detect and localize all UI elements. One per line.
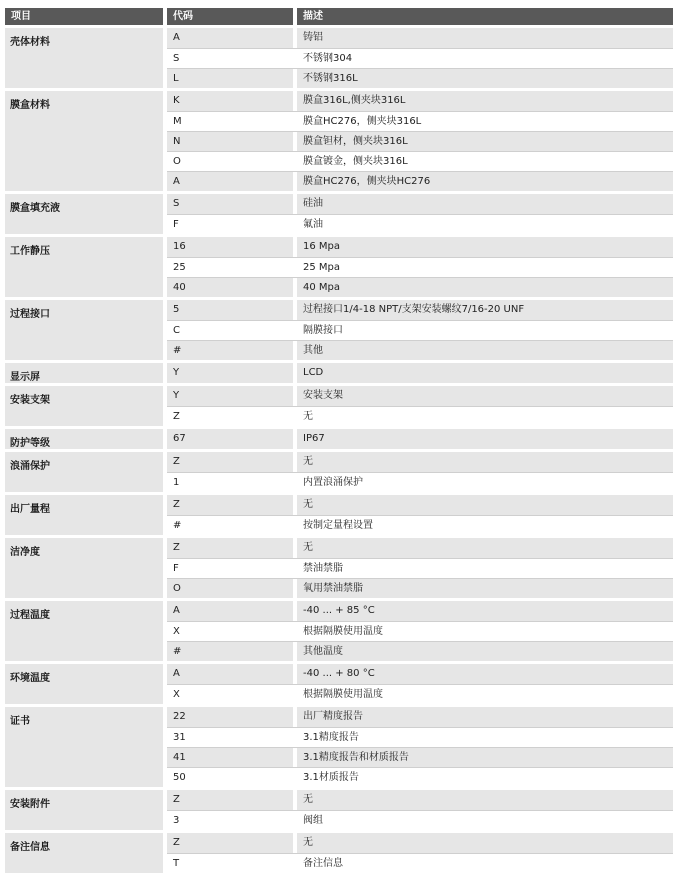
table-body bbox=[5, 28, 673, 873]
table-row bbox=[167, 131, 673, 151]
code-cell: T bbox=[173, 858, 180, 869]
code-cell: L bbox=[167, 69, 293, 88]
table-row bbox=[167, 767, 673, 787]
desc-cell: 过程接口1/4-18 NPT/支架安装螺纹7/16-20 UNF bbox=[297, 300, 673, 320]
code-cell: Z bbox=[167, 452, 293, 472]
desc-cell: LCD bbox=[297, 363, 673, 383]
table-row bbox=[167, 28, 673, 48]
table-row bbox=[167, 747, 673, 767]
desc-cell: 无 bbox=[303, 411, 313, 422]
desc-cell: 根据隔膜使用温度 bbox=[303, 626, 383, 637]
group-rows bbox=[167, 363, 673, 383]
code-cell: Y bbox=[167, 363, 293, 383]
table-row bbox=[167, 578, 673, 598]
code-cell: S bbox=[173, 53, 180, 64]
table-row bbox=[167, 257, 673, 277]
desc-cell: 根据隔膜使用温度 bbox=[303, 689, 383, 700]
code-cell: 50 bbox=[173, 772, 186, 783]
header-code: 代码 bbox=[167, 8, 293, 25]
desc-cell: 25 Mpa bbox=[303, 262, 341, 273]
desc-cell: IP67 bbox=[297, 429, 673, 449]
code-cell: 5 bbox=[167, 300, 293, 320]
code-cell: X bbox=[173, 689, 180, 700]
table-group bbox=[5, 790, 673, 830]
desc-cell: 膜盒HC276，侧夹块HC276 bbox=[297, 172, 673, 191]
table-row bbox=[167, 833, 673, 853]
table-group bbox=[5, 237, 673, 297]
group-label: 膜盒材料 bbox=[5, 91, 163, 191]
group-rows bbox=[167, 495, 673, 535]
table-row bbox=[167, 406, 673, 426]
code-cell: X bbox=[173, 626, 180, 637]
code-cell: O bbox=[167, 579, 293, 598]
code-cell: A bbox=[167, 601, 293, 621]
code-cell: 22 bbox=[167, 707, 293, 727]
table-group bbox=[5, 452, 673, 492]
desc-cell: 备注信息 bbox=[303, 858, 343, 869]
table-row bbox=[167, 68, 673, 88]
code-cell: O bbox=[173, 156, 181, 167]
table-header bbox=[5, 8, 673, 25]
table-row bbox=[167, 320, 673, 340]
code-cell: 1 bbox=[173, 477, 180, 488]
table-row bbox=[167, 515, 673, 535]
group-rows bbox=[167, 664, 673, 704]
desc-cell: 40 Mpa bbox=[297, 278, 673, 297]
desc-cell: 禁油禁脂 bbox=[303, 563, 343, 574]
code-cell: 3 bbox=[173, 815, 180, 826]
table-group bbox=[5, 601, 673, 661]
table-row bbox=[167, 171, 673, 191]
desc-cell: -40 ... + 80 °C bbox=[297, 664, 673, 684]
code-cell: # bbox=[167, 642, 293, 661]
table-row bbox=[167, 277, 673, 297]
desc-cell: 出厂精度报告 bbox=[297, 707, 673, 727]
desc-cell: 16 Mpa bbox=[297, 237, 673, 257]
table-row bbox=[167, 194, 673, 214]
table-row bbox=[167, 111, 673, 131]
desc-cell: 3.1材质报告 bbox=[303, 772, 359, 783]
table-group bbox=[5, 664, 673, 704]
group-rows bbox=[167, 194, 673, 234]
code-cell: S bbox=[167, 194, 293, 214]
code-cell: K bbox=[167, 91, 293, 111]
group-label: 备注信息 bbox=[5, 833, 163, 873]
code-cell: A bbox=[167, 664, 293, 684]
table-row bbox=[167, 790, 673, 810]
group-label: 出厂量程 bbox=[5, 495, 163, 535]
table-row bbox=[167, 429, 673, 449]
group-label: 浪涌保护 bbox=[5, 452, 163, 492]
table-row bbox=[167, 664, 673, 684]
code-cell: Z bbox=[167, 833, 293, 853]
table-row bbox=[167, 727, 673, 747]
desc-cell: 膜盒HC276，侧夹块316L bbox=[303, 116, 422, 127]
table-row bbox=[167, 538, 673, 558]
code-cell: # bbox=[167, 341, 293, 360]
group-label: 过程温度 bbox=[5, 601, 163, 661]
desc-cell: 硅油 bbox=[297, 194, 673, 214]
header-desc: 描述 bbox=[297, 8, 673, 25]
table-group bbox=[5, 538, 673, 598]
group-label: 防护等级 bbox=[5, 429, 163, 449]
table-group bbox=[5, 707, 673, 787]
code-cell: 31 bbox=[173, 732, 186, 743]
group-rows bbox=[167, 237, 673, 297]
group-rows bbox=[167, 833, 673, 873]
table-row bbox=[167, 386, 673, 406]
table-group bbox=[5, 429, 673, 449]
group-label: 壳体材料 bbox=[5, 28, 163, 88]
code-cell: # bbox=[173, 520, 182, 531]
group-rows bbox=[167, 601, 673, 661]
desc-cell: 无 bbox=[297, 495, 673, 515]
group-label: 过程接口 bbox=[5, 300, 163, 360]
group-label: 显示屏 bbox=[5, 363, 163, 383]
group-label: 膜盒填充液 bbox=[5, 194, 163, 234]
table-row bbox=[167, 237, 673, 257]
desc-cell: 膜盒镀金，侧夹块316L bbox=[303, 156, 408, 167]
desc-cell: 膜盒316L,侧夹块316L bbox=[297, 91, 673, 111]
desc-cell: 无 bbox=[297, 538, 673, 558]
group-rows bbox=[167, 790, 673, 830]
desc-cell: 膜盒钽材，侧夹块316L bbox=[297, 132, 673, 151]
table-group bbox=[5, 28, 673, 88]
table-row bbox=[167, 91, 673, 111]
code-cell: M bbox=[173, 116, 182, 127]
code-cell: F bbox=[173, 219, 179, 230]
code-cell: 41 bbox=[167, 748, 293, 767]
group-rows bbox=[167, 452, 673, 492]
code-cell: F bbox=[173, 563, 179, 574]
group-label: 洁净度 bbox=[5, 538, 163, 598]
code-cell: 16 bbox=[167, 237, 293, 257]
desc-cell: 3.1精度报告 bbox=[303, 732, 359, 743]
group-label: 证书 bbox=[5, 707, 163, 787]
table-row bbox=[167, 558, 673, 578]
header-item: 项目 bbox=[5, 8, 163, 25]
table-row bbox=[167, 363, 673, 383]
code-cell: Z bbox=[167, 538, 293, 558]
desc-cell: 不锈钢316L bbox=[297, 69, 673, 88]
code-cell: 25 bbox=[173, 262, 186, 273]
table-row bbox=[167, 707, 673, 727]
table-row bbox=[167, 810, 673, 830]
table-group bbox=[5, 386, 673, 426]
code-cell: Z bbox=[173, 411, 180, 422]
code-cell: 67 bbox=[167, 429, 293, 449]
table-group bbox=[5, 363, 673, 383]
table-row bbox=[167, 621, 673, 641]
table-row bbox=[167, 472, 673, 492]
table-group bbox=[5, 833, 673, 873]
table-row bbox=[167, 151, 673, 171]
code-cell: Z bbox=[167, 790, 293, 810]
desc-cell: 其他温度 bbox=[297, 642, 673, 661]
desc-cell: 按制定量程设置 bbox=[303, 520, 373, 531]
desc-cell: 铸铝 bbox=[297, 28, 673, 48]
group-rows bbox=[167, 429, 673, 449]
table-row bbox=[167, 641, 673, 661]
desc-cell: 其他 bbox=[297, 341, 673, 360]
code-cell: C bbox=[173, 325, 180, 336]
code-cell: A bbox=[167, 28, 293, 48]
table-row bbox=[167, 601, 673, 621]
table-group bbox=[5, 495, 673, 535]
table-row bbox=[167, 853, 673, 873]
group-rows bbox=[167, 300, 673, 360]
table-group bbox=[5, 91, 673, 191]
desc-cell: 氟油 bbox=[303, 219, 323, 230]
group-label: 环境温度 bbox=[5, 664, 163, 704]
table-row bbox=[167, 340, 673, 360]
table-row bbox=[167, 452, 673, 472]
desc-cell: 隔膜接口 bbox=[303, 325, 343, 336]
group-rows bbox=[167, 91, 673, 191]
group-label: 工作静压 bbox=[5, 237, 163, 297]
table-row bbox=[167, 48, 673, 68]
code-cell: 40 bbox=[167, 278, 293, 297]
desc-cell: -40 ... + 85 °C bbox=[297, 601, 673, 621]
desc-cell: 不锈钢304 bbox=[303, 53, 353, 64]
desc-cell: 无 bbox=[297, 833, 673, 853]
table-row bbox=[167, 495, 673, 515]
desc-cell: 安装支架 bbox=[297, 386, 673, 406]
desc-cell: 阀组 bbox=[303, 815, 323, 826]
desc-cell: 无 bbox=[297, 452, 673, 472]
table-group bbox=[5, 194, 673, 234]
table-row bbox=[167, 214, 673, 234]
order-code-table bbox=[5, 8, 673, 873]
desc-cell: 氧用禁油禁脂 bbox=[297, 579, 673, 598]
code-cell: Z bbox=[167, 495, 293, 515]
group-rows bbox=[167, 28, 673, 88]
desc-cell: 无 bbox=[297, 790, 673, 810]
group-rows bbox=[167, 386, 673, 426]
code-cell: Y bbox=[167, 386, 293, 406]
table-group bbox=[5, 300, 673, 360]
group-label: 安装支架 bbox=[5, 386, 163, 426]
desc-cell: 内置浪涌保护 bbox=[303, 477, 363, 488]
table-row bbox=[167, 300, 673, 320]
table-row bbox=[167, 684, 673, 704]
group-rows bbox=[167, 538, 673, 598]
group-label: 安装附件 bbox=[5, 790, 163, 830]
code-cell: N bbox=[167, 132, 293, 151]
desc-cell: 3.1精度报告和材质报告 bbox=[297, 748, 673, 767]
code-cell: A bbox=[167, 172, 293, 191]
group-rows bbox=[167, 707, 673, 787]
